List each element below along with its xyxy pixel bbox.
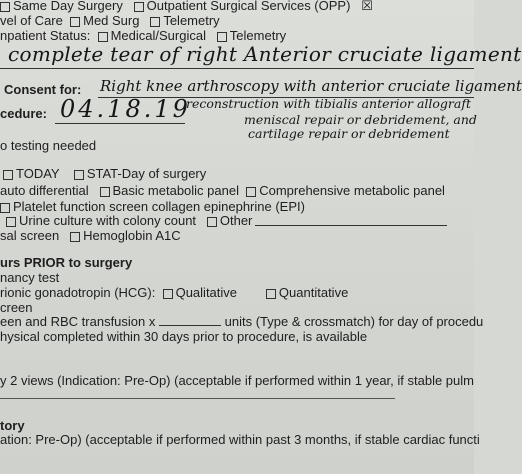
lab-label: Urine culture with colony count (19, 213, 197, 228)
rbc-row (0, 314, 483, 329)
checkbox-icon[interactable] (134, 2, 144, 12)
units-blank[interactable] (159, 325, 221, 326)
physical-row: hysical completed within 30 days prior to procedure, is available (0, 329, 368, 344)
consent-procedure-handwriting-2: reconstruction with tibialis anterior allograft (186, 96, 472, 111)
level-of-care-label: vel of Care (0, 13, 63, 28)
testing-needed-label: o testing needed (0, 138, 97, 153)
care-option-label: Med Surg (83, 13, 140, 28)
checkbox-icon[interactable] (266, 289, 276, 299)
history-heading: tory (0, 418, 25, 433)
lab-label: Platelet function screen collagen epinephrine (EPI) (13, 199, 305, 214)
hcg-row (0, 285, 348, 300)
rbc-label: units (Type & crossmatch) for day of procedu (224, 314, 484, 329)
checkbox-icon[interactable] (6, 217, 16, 227)
lab-label: Basic metabolic panel (112, 183, 239, 198)
timing-option-label: TODAY (16, 166, 60, 181)
procedure-date-handwriting: 04.18.19 (60, 95, 191, 123)
lab-label: Comprehensive metabolic panel (259, 183, 445, 198)
level-of-care-row (0, 13, 220, 28)
checkbox-icon[interactable] (70, 17, 80, 27)
status-option-label: Medical/Surgical (110, 28, 206, 43)
checkbox-icon[interactable] (217, 32, 227, 42)
history-row: ation: Pre-Op) (acceptable if performed within past 3 months, if stable cardiac functi (0, 432, 480, 447)
checkbox-icon[interactable] (150, 17, 160, 27)
hcg-option-label: Qualitative (175, 285, 238, 300)
admit-option-label: Same Day Surgery (13, 0, 123, 13)
admit-type-row (0, 0, 373, 14)
consent-procedure-handwriting-3: meniscal repair or debridement, and (244, 112, 477, 127)
procedure-date-label: cedure: (0, 106, 47, 121)
procedure-date-underline (55, 123, 185, 124)
consent-for-label: Consent for: (4, 82, 82, 97)
inpatient-status-row (0, 28, 286, 43)
xray-row: y 2 views (Indication: Pre-Op) (acceptable if performed within 1 year, if stable pulm (0, 373, 474, 388)
hours-prior-heading: urs PRIOR to surgery (0, 255, 133, 270)
inpatient-status-label: npatient Status: (0, 28, 91, 43)
diagnosis-underline (0, 68, 474, 69)
status-option-label: Telemetry (229, 28, 287, 43)
admit-option-label: Outpatient Surgical Services (OPP) (146, 0, 351, 13)
lab-label: sal screen (0, 228, 60, 243)
consent-procedure-handwriting-4: cartilage repair or debridement (248, 126, 450, 141)
screen-label: creen (0, 300, 33, 315)
checkbox-icon[interactable] (207, 217, 217, 227)
hcg-option-label: Quantitative (278, 285, 349, 300)
checkbox-icon[interactable] (0, 2, 10, 12)
other-underline (255, 225, 447, 226)
checkbox-icon[interactable] (70, 232, 80, 242)
lab-row-3 (6, 213, 252, 228)
checkbox-icon[interactable] (246, 187, 256, 197)
lab-label: Other (219, 213, 253, 228)
diagnosis-handwriting: complete tear of right Anterior cruciate ligament (8, 42, 522, 66)
lab-row-1 (0, 183, 445, 198)
rbc-label: een and RBC transfusion x (0, 314, 156, 329)
checkbox-icon[interactable] (3, 170, 13, 180)
timing-row (3, 166, 206, 181)
timing-option-label: STAT-Day of surgery (86, 166, 207, 181)
checkbox-icon[interactable] (98, 32, 108, 42)
lab-row-4 (0, 228, 181, 243)
checkbox-icon[interactable] (163, 289, 173, 299)
consent-procedure-handwriting-1: Right knee arthroscopy with anterior cruciate ligament (100, 77, 522, 95)
pregnancy-test-label: nancy test (0, 270, 60, 285)
checkbox-icon[interactable] (74, 170, 84, 180)
care-option-label: Telemetry (163, 13, 220, 28)
checkbox-icon[interactable] (100, 187, 110, 197)
xray-underline (0, 398, 395, 399)
hcg-label: rionic gonadotropin (HCG): (0, 285, 156, 300)
checkbox-icon[interactable] (0, 203, 10, 213)
checked-box-icon[interactable]: ☒ (361, 0, 373, 13)
lab-label: auto differential (0, 183, 89, 198)
lab-label: Hemoglobin A1C (83, 228, 181, 243)
lab-row-2 (0, 199, 305, 214)
